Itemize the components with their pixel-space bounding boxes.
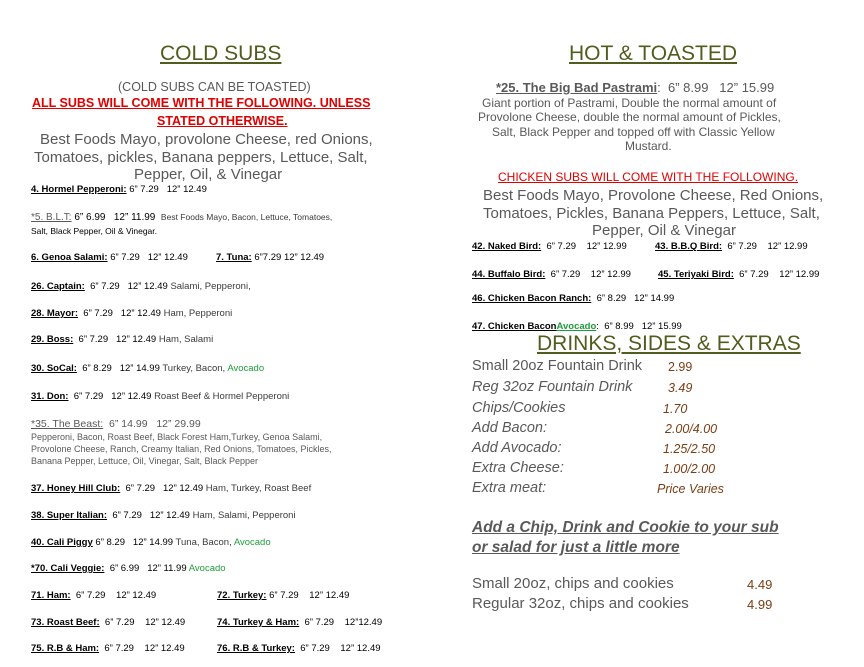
item-name: 37. Honey Hill Club:	[31, 483, 121, 494]
item-desc: Tuna, Bacon,	[175, 537, 232, 548]
item-price-12: 12” 15.99	[719, 80, 775, 95]
pastrami-item: *25. The Big Bad Pastrami: 6” 8.99 12” 15.99	[496, 80, 775, 95]
item-price-6: 6” 7.29	[104, 617, 135, 628]
item-name: 31. Don:	[31, 391, 69, 402]
menu-item	[472, 269, 631, 280]
item-price-6: 6” 6.99	[109, 563, 140, 574]
item-name: 72. Turkey:	[217, 590, 267, 601]
item-name: 74. Turkey & Ham:	[217, 617, 300, 628]
item-price-6: 6” 7.29	[112, 510, 142, 521]
drink-item-label: Extra Cheese:	[472, 460, 564, 476]
item-desc-line3: Banana Pepper, Lettuce, Oil, Vinegar, Salt, Black Pepper	[31, 456, 258, 466]
item-desc: Roast Beef & Hormel Pepperoni	[154, 391, 290, 402]
item-price-6: 6” 7.29	[110, 252, 140, 263]
chicken-toppings-line1: Best Foods Mayo, Provolone Cheese, Red Onions,	[483, 187, 824, 204]
item-price-12: 12” 12.49	[147, 252, 188, 263]
item-price-12: 12” 12.99	[590, 269, 631, 280]
item-price-12: 12” 12.49	[111, 391, 152, 402]
menu-item	[472, 241, 627, 252]
item-price-6: 6” 7.29	[304, 617, 335, 628]
item-name: *5. B.L.T:	[31, 212, 72, 223]
combo-promo-line2: or salad for just a little more	[472, 539, 680, 556]
drinks-title: DRINKS, SIDES & EXTRAS	[537, 332, 801, 355]
item-name: 73. Roast Beef:	[31, 617, 100, 628]
avocado-label: Avocado	[188, 563, 226, 574]
pastrami-desc-line1: Giant portion of Pastrami, Double the normal amount of	[482, 96, 777, 110]
item-name: 30. SoCal:	[31, 363, 77, 374]
drink-item-price: 1.25/2.50	[663, 442, 716, 456]
item-price-6: 6” 8.29	[82, 363, 112, 374]
menu-item	[472, 293, 674, 304]
chicken-toppings-line3: Pepper, Oil & Vinegar	[592, 222, 736, 239]
item-desc: Turkey, Bacon,	[162, 363, 226, 374]
chicken-notice: CHICKEN SUBS WILL COME WITH THE FOLLOWING.	[498, 170, 799, 184]
item-desc-line2: Provolone Cheese, Ranch, Creamy Italian, Red Onions, Tomatoes, Pickles,	[31, 444, 332, 454]
pastrami-desc-line3: Salt, Black Pepper and topped off with Classic Yellow	[492, 125, 775, 139]
combo-label: Small 20oz, chips and cookies	[472, 575, 674, 592]
menu-item	[217, 590, 349, 601]
item-price-6: 6” 8.29	[95, 537, 125, 548]
item-name: 47. Chicken Bacon	[472, 321, 557, 332]
item-name: *70. Cali Veggie:	[31, 563, 105, 574]
item-desc-line1: Pepperoni, Bacon, Roast Beef, Black Forest Ham,Turkey, Genoa Salami,	[31, 432, 323, 442]
item-price-12: 12” 12.49	[116, 590, 157, 601]
item-price-12: 12” 29.99	[156, 418, 201, 430]
menu-item	[31, 563, 226, 574]
menu-item	[31, 391, 289, 402]
menu-item	[31, 363, 264, 374]
combo-label: Regular 32oz, chips and cookies	[472, 595, 689, 612]
item-name: 29. Boss:	[31, 334, 74, 345]
menu-item	[31, 334, 213, 345]
item-price-6: 6” 7.29	[546, 241, 577, 252]
avocado-label: Avocado	[233, 537, 271, 548]
item-desc: Best Foods Mayo, Bacon, Lettuce, Tomatoes,	[160, 212, 333, 222]
item-price-12: 12” 12.49	[166, 184, 207, 195]
menu-item	[31, 252, 188, 263]
item-price-6: 6” 7.29	[550, 269, 581, 280]
drink-item-label: Reg 32oz Fountain Drink	[472, 379, 633, 395]
cold-toasted-note: (COLD SUBS CAN BE TOASTED)	[118, 80, 311, 94]
drink-item-price: 2.99	[668, 360, 693, 374]
item-name: 45. Teriyaki Bird:	[658, 269, 734, 280]
item-name: 38. Super Italian:	[31, 510, 108, 521]
item-price-12: 12” 12.49	[127, 281, 168, 292]
item-price-12: 12” 12.49	[309, 590, 350, 601]
item-price-12: 12” 12.99	[586, 241, 627, 252]
item-name: 26. Captain:	[31, 281, 85, 292]
item-name: 71. Ham:	[31, 590, 71, 601]
item-price-12: 12” 12.49	[145, 617, 186, 628]
item-price-12: 12” 12.49	[340, 643, 381, 654]
cold-subs-title: COLD SUBS	[160, 42, 282, 65]
menu-item	[658, 269, 819, 280]
chicken-toppings-line2: Tomatoes, Pickles, Banana Peppers, Lettuce, Salt,	[483, 205, 820, 222]
item-price-6: 6” 7.29	[90, 281, 120, 292]
menu-item	[31, 418, 201, 430]
item-price-6: 6”7.29	[254, 252, 282, 263]
combo-promo-line1: Add a Chip, Drink and Cookie to your sub	[472, 519, 779, 536]
cold-toppings-line3: Pepper, Oil, & Vinegar	[134, 166, 283, 183]
cold-notice-line1: ALL SUBS WILL COME WITH THE FOLLOWING. UNLESS	[32, 96, 371, 110]
item-price-6: 6” 7.29	[300, 643, 330, 654]
item-desc: Ham, Turkey, Roast Beef	[205, 483, 312, 494]
item-name: 44. Buffalo Bird:	[472, 269, 546, 280]
combo-price: 4.49	[747, 577, 773, 592]
item-desc: Ham, Pepperoni	[163, 308, 233, 319]
item-price-6: 6” 7.29	[104, 643, 134, 654]
menu-item	[31, 617, 185, 628]
combo-price: 4.99	[747, 597, 773, 612]
drink-item-price: Price Varies	[657, 482, 724, 496]
item-price-12: 12” 12.49	[120, 308, 161, 319]
item-name: 76. R.B & Turkey:	[217, 643, 295, 654]
item-price-12: 12” 14.99	[132, 537, 174, 548]
avocado-label: Avocado	[556, 321, 597, 332]
item-price-6: 6” 7.29	[83, 308, 113, 319]
item-name: 46. Chicken Bacon Ranch:	[472, 293, 592, 304]
item-price-12: 12” 15.99	[641, 321, 682, 332]
menu-item	[217, 643, 381, 654]
menu-item	[217, 617, 382, 628]
item-price-12: 12” 11.99	[113, 212, 156, 223]
item-name: 6. Genoa Salami:	[31, 252, 108, 263]
item-price-12: 12” 12.49	[163, 483, 204, 494]
item-price-6: 6” 8.29	[596, 293, 627, 304]
item-price-6: 6” 8.99	[604, 321, 634, 332]
item-name: 7. Tuna:	[216, 252, 252, 263]
drink-item-price: 1.00/2.00	[663, 462, 716, 476]
item-name: 75. R.B & Ham:	[31, 643, 100, 654]
item-desc-line2: Salt, Black Pepper, Oil & Vinegar.	[31, 226, 157, 236]
menu-item	[31, 483, 311, 494]
pastrami-desc-line2: Provolone Cheese, double the normal amount of Pickles,	[478, 110, 781, 124]
item-price-12: 12” 12.49	[116, 334, 157, 345]
item-name: *25. The Big Bad Pastrami	[496, 80, 658, 95]
drink-item-price: 3.49	[668, 381, 693, 395]
item-price-6: 6” 14.99	[109, 418, 148, 430]
menu-item	[31, 308, 232, 319]
hot-toasted-title: HOT & TOASTED	[569, 42, 738, 65]
menu-item	[31, 184, 207, 195]
item-desc: Ham, Salami	[158, 334, 214, 345]
item-name: 42. Naked Bird:	[472, 241, 542, 252]
item-price-12: 12”12.49	[344, 617, 383, 628]
item-desc: Ham, Salami, Pepperoni	[192, 510, 296, 521]
item-price-6: 6” 7.29	[739, 269, 769, 280]
item-price-6: 6” 7.29	[73, 391, 104, 402]
drink-item-label: Chips/Cookies	[472, 400, 566, 416]
item-price-6: 6” 6.99	[74, 212, 106, 223]
item-price-12: 12” 11.99	[147, 563, 187, 574]
item-desc: Salami, Pepperoni,	[170, 281, 251, 292]
menu-item	[216, 252, 324, 263]
menu-item	[31, 212, 332, 223]
item-price-12: 12” 12.49	[149, 510, 190, 521]
item-name: 40. Cali Piggy	[31, 537, 93, 548]
item-price-6: 6” 7.29	[269, 590, 299, 601]
menu-item	[31, 643, 185, 654]
drink-item-label: Add Avocado:	[472, 440, 562, 456]
menu-item	[31, 537, 271, 548]
item-price-6: 6” 7.29	[727, 241, 757, 252]
drink-item-price: 2.00/4.00	[665, 422, 718, 436]
item-price-6: 6” 7.29	[75, 590, 106, 601]
drink-item-label: Small 20oz Fountain Drink	[472, 358, 643, 374]
cold-toppings-line1: Best Foods Mayo, provolone Cheese, red Onions,	[40, 131, 373, 148]
item-price-12: 12” 12.99	[767, 241, 808, 252]
avocado-label: Avocado	[227, 363, 265, 374]
item-price-12: 12” 12.99	[779, 269, 820, 280]
item-name: 43. B.B.Q Bird:	[655, 241, 723, 252]
cold-notice-line2: STATED OTHERWISE.	[157, 114, 288, 128]
menu-item	[31, 281, 251, 292]
menu-item	[31, 510, 296, 521]
menu-item	[31, 590, 156, 601]
cold-toppings-line2: Tomatoes, pickles, Banana peppers, Lettuce, Salt,	[34, 149, 368, 166]
item-price-6: 6” 7.29	[125, 483, 156, 494]
item-price-6: 6” 7.29	[129, 184, 159, 195]
item-name: 4. Hormel Pepperoni:	[31, 184, 127, 195]
pastrami-desc-line4: Mustard.	[625, 139, 672, 153]
item-price-6: 6” 7.29	[78, 334, 109, 345]
item-price-12: 12” 12.49	[283, 252, 325, 263]
item-price-12: 12” 14.99	[634, 293, 675, 304]
drink-item-price: 1.70	[663, 402, 688, 416]
drink-item-label: Extra meat:	[472, 480, 547, 496]
item-price-6: 6” 8.99	[667, 80, 709, 95]
item-name: 28. Mayor:	[31, 308, 78, 319]
drink-item-label: Add Bacon:	[472, 420, 547, 436]
menu-item: 47. Chicken BaconAvocado: 6” 8.99 12” 15.99	[472, 321, 682, 332]
item-price-12: 12” 12.49	[144, 643, 185, 654]
menu-item	[655, 241, 808, 252]
item-price-12: 12” 14.99	[119, 363, 160, 374]
item-name: *35. The Beast:	[31, 418, 104, 430]
